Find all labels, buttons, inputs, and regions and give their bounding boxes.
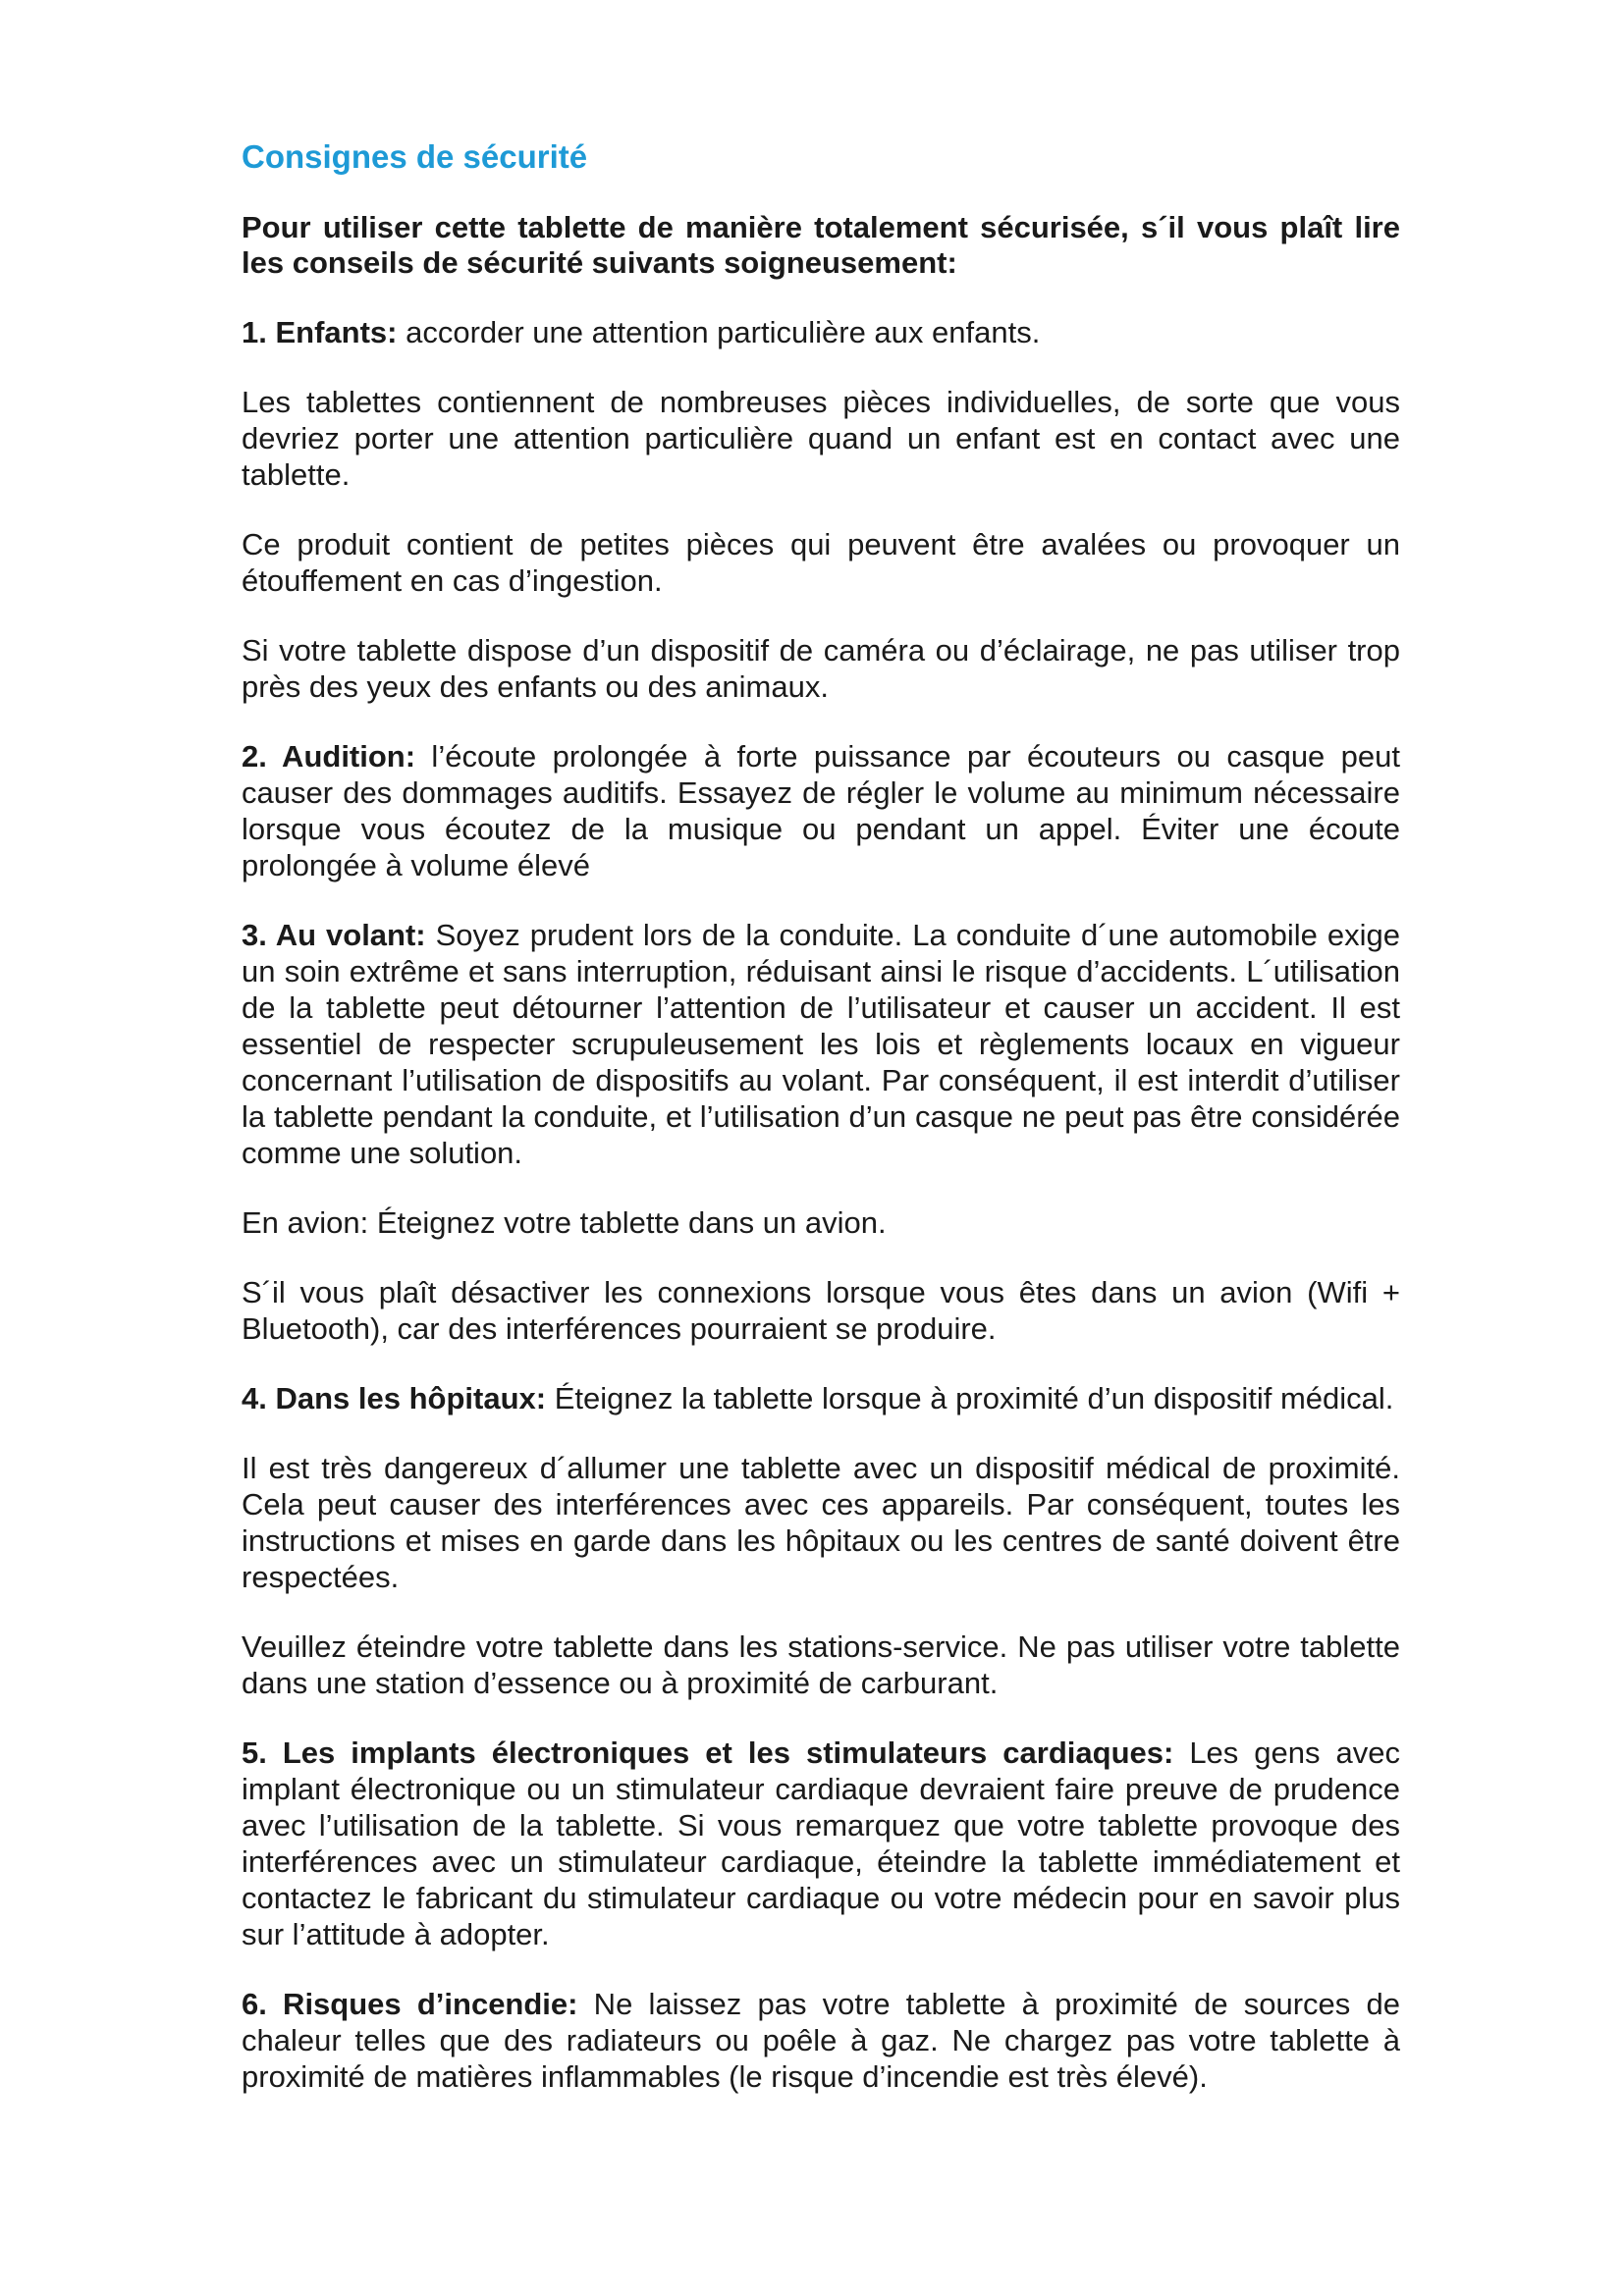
section-children [242, 314, 1400, 350]
section-fire-heading: 6. Risques d’incendie: [242, 1987, 578, 2021]
section-children-heading: 1. Enfants: [242, 315, 398, 349]
children-paragraph-3: Si votre tablette dispose d’un dispositif de caméra ou d’éclairage, ne pas utiliser trop près des yeux des enfants ou des animaux. [242, 633, 1400, 704]
section-driving-text: Soyez prudent lors de la conduite. La conduite d´une automobile exige un soin extrême et sans interruption, réduisant ainsi le risque d’accidents. L´utilisation de la tablette peut détourner l’attention de l’utilisateur et causer un accident. Il est essentiel de respecter scrupuleusement les lois et règlements locaux en vigueur concernant l’utilisation de dispositifs au volant. Par conséquent, il est interdit d’utiliser la tablette pendant la conduite, et l’utilisation d’un casque ne peut pas être considérée comme une solution. [242, 918, 1400, 1170]
children-paragraph-1: Les tablettes contiennent de nombreuses pièces individuelles, de sorte que vous devriez porter une attention particulière quand un enfant est en contact avec une tablette. [242, 385, 1400, 492]
hospitals-paragraph-1: Il est très dangereux d´allumer une tablette avec un dispositif médical de proximité. Cela peut causer des interférences avec ces appareils. Par conséquent, toutes les instructions et mises en garde dans les hôpitaux ou les centres de santé doivent être respectées. [242, 1451, 1400, 1594]
section-hearing [242, 738, 1400, 883]
document-page [242, 137, 1400, 2128]
section-driving [242, 917, 1400, 1171]
section-driving-heading: 3. Au volant: [242, 918, 426, 952]
section-hospitals [242, 1380, 1400, 1416]
section-fire-text: Ne laissez pas votre tablette à proximité de sources de chaleur telles que des radiateurs ou poêle à gaz. Ne chargez pas votre tablette à proximité de matières inflammables (le risque d’incendie est très élevé). [242, 1987, 1400, 2094]
section-children-text: accorder une attention particulière aux enfants. [397, 315, 1041, 349]
section-implants [242, 1735, 1400, 1952]
section-hearing-text: l’écoute prolongée à forte puissance par écouteurs ou casque peut causer des dommages auditifs. Essayez de régler le volume au minimum nécessaire lorsque vous écoutez de la musique ou pendant un appel. Éviter une écoute prolongée à volume élevé [242, 739, 1400, 882]
driving-paragraph-connections: S´il vous plaît désactiver les connexions lorsque vous êtes dans un avion (Wifi + Bluetooth), car des interférences pourraient se produire. [242, 1275, 1400, 1346]
section-fire [242, 1986, 1400, 2095]
section-hospitals-heading: 4. Dans les hôpitaux: [242, 1381, 547, 1415]
driving-paragraph-airplane: En avion: Éteignez votre tablette dans un avion. [242, 1205, 887, 1240]
intro-paragraph: Pour utiliser cette tablette de manière totalement sécurisée, s´il vous plaît lire les conseils de sécurité suivants soigneusement: [242, 210, 1400, 280]
children-paragraph-2: Ce produit contient de petites pièces qui peuvent être avalées ou provoquer un étouffement en cas d’ingestion. [242, 527, 1400, 598]
section-implants-heading: 5. Les implants électroniques et les stimulateurs cardiaques: [242, 1735, 1174, 1770]
section-hearing-heading: 2. Audition: [242, 739, 416, 774]
page-title: Consignes de sécurité [242, 138, 588, 175]
section-hospitals-text: Éteignez la tablette lorsque à proximité d’un dispositif médical. [546, 1381, 1394, 1415]
section-implants-text: Les gens avec implant électronique ou un stimulateur cardiaque devraient faire preuve de prudence avec l’utilisation de la tablette. Si vous remarquez que votre tablette provoque des interférences avec un stimulateur cardiaque, éteindre la tablette immédiatement et contactez le fabricant du stimulateur cardiaque ou votre médecin pour en savoir plus sur l’attitude à adopter. [242, 1735, 1400, 1951]
hospitals-paragraph-2: Veuillez éteindre votre tablette dans les stations-service. Ne pas utiliser votre tablette dans une station d’essence ou à proximité de carburant. [242, 1629, 1400, 1700]
